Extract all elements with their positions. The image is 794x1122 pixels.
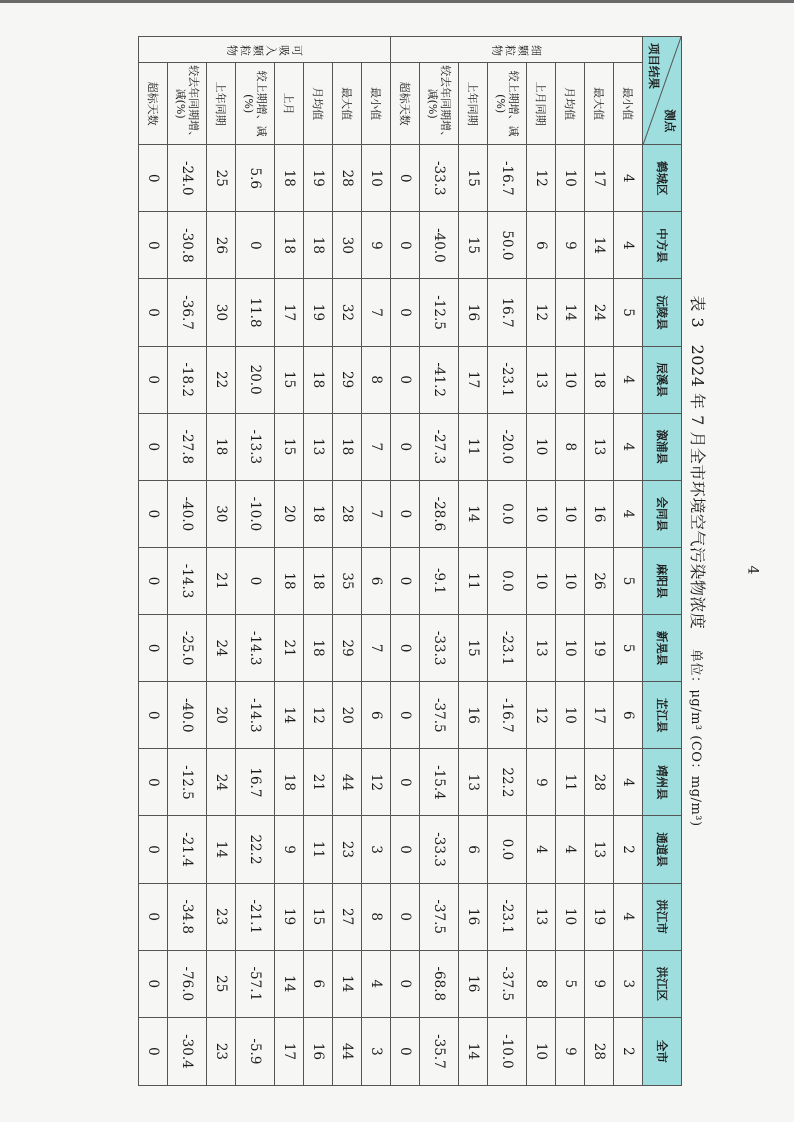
value-cell: 14 bbox=[459, 480, 488, 547]
station-header: 辰溪县 bbox=[643, 346, 682, 413]
value-cell: 8 bbox=[556, 413, 585, 480]
value-cell: 0 bbox=[391, 346, 420, 413]
value-cell: 26 bbox=[585, 547, 614, 614]
value-cell: 20 bbox=[333, 682, 362, 749]
value-cell: 22.2 bbox=[488, 749, 527, 816]
value-cell: 14 bbox=[585, 212, 614, 279]
value-cell: -76.0 bbox=[168, 950, 207, 1017]
station-header: 会同县 bbox=[643, 480, 682, 547]
rotated-table-block bbox=[82, 36, 712, 1086]
value-cell: 14 bbox=[333, 950, 362, 1017]
value-cell: -14.3 bbox=[236, 682, 275, 749]
value-cell: 17 bbox=[275, 1017, 304, 1085]
value-cell: 19 bbox=[585, 883, 614, 950]
value-cell: 44 bbox=[333, 1017, 362, 1085]
value-cell: 21 bbox=[275, 615, 304, 682]
row-item-label: 超标天数 bbox=[391, 63, 420, 145]
table-body bbox=[139, 37, 643, 1086]
value-cell: 10 bbox=[556, 615, 585, 682]
value-cell: 0 bbox=[139, 682, 168, 749]
value-cell: 5 bbox=[556, 950, 585, 1017]
value-cell: 0 bbox=[236, 212, 275, 279]
value-cell: 0 bbox=[391, 615, 420, 682]
value-cell: -14.3 bbox=[236, 615, 275, 682]
value-cell: 0 bbox=[139, 145, 168, 212]
value-cell: 5 bbox=[614, 615, 643, 682]
station-header: 溆浦县 bbox=[643, 413, 682, 480]
value-cell: -37.5 bbox=[420, 883, 459, 950]
value-cell: -12.5 bbox=[420, 279, 459, 346]
value-cell: 23 bbox=[207, 1017, 236, 1085]
header-row bbox=[643, 37, 682, 1086]
value-cell: 8 bbox=[362, 346, 391, 413]
value-cell: 6 bbox=[459, 816, 488, 883]
value-cell: 10 bbox=[527, 1017, 556, 1085]
value-cell: 11.8 bbox=[236, 279, 275, 346]
value-cell: 18 bbox=[207, 413, 236, 480]
corner-cell bbox=[643, 37, 682, 145]
value-cell: 23 bbox=[333, 816, 362, 883]
value-cell: 9 bbox=[556, 1017, 585, 1085]
value-cell: 0 bbox=[391, 145, 420, 212]
table-row bbox=[614, 37, 643, 1086]
value-cell: 15 bbox=[459, 615, 488, 682]
value-cell: 18 bbox=[275, 749, 304, 816]
station-header: 沅陵县 bbox=[643, 279, 682, 346]
pollutant-group-label: 可吸入颗粒物 bbox=[139, 37, 391, 63]
value-cell: 4 bbox=[614, 346, 643, 413]
value-cell: 0 bbox=[139, 547, 168, 614]
value-cell: -14.3 bbox=[168, 547, 207, 614]
table-row bbox=[168, 37, 207, 1086]
value-cell: 29 bbox=[333, 346, 362, 413]
value-cell: 15 bbox=[304, 883, 333, 950]
value-cell: 16 bbox=[304, 1017, 333, 1085]
value-cell: 0 bbox=[391, 950, 420, 1017]
value-cell: 6 bbox=[527, 212, 556, 279]
value-cell: 27 bbox=[333, 883, 362, 950]
value-cell: 25 bbox=[207, 950, 236, 1017]
value-cell: -37.5 bbox=[488, 950, 527, 1017]
value-cell: 10 bbox=[556, 883, 585, 950]
value-cell: -34.8 bbox=[168, 883, 207, 950]
value-cell: 5.6 bbox=[236, 145, 275, 212]
value-cell: 15 bbox=[275, 413, 304, 480]
value-cell: 3 bbox=[362, 816, 391, 883]
page-number: 4 bbox=[744, 565, 761, 575]
value-cell: 0 bbox=[391, 413, 420, 480]
value-cell: -30.4 bbox=[168, 1017, 207, 1085]
value-cell: -27.3 bbox=[420, 413, 459, 480]
value-cell: 19 bbox=[304, 279, 333, 346]
value-cell: 14 bbox=[207, 816, 236, 883]
row-item-label: 上年同期 bbox=[459, 63, 488, 145]
value-cell: 15 bbox=[275, 346, 304, 413]
value-cell: 0.0 bbox=[488, 816, 527, 883]
table-row bbox=[488, 37, 527, 1086]
value-cell: 13 bbox=[304, 413, 333, 480]
row-item-label: 最大值 bbox=[585, 63, 614, 145]
value-cell: 7 bbox=[362, 615, 391, 682]
value-cell: 30 bbox=[207, 480, 236, 547]
caption-unit: 单位：μg/m³ (CO：mg/m³) bbox=[688, 648, 703, 827]
value-cell: 11 bbox=[304, 816, 333, 883]
value-cell: 14 bbox=[275, 682, 304, 749]
value-cell: -33.3 bbox=[420, 816, 459, 883]
value-cell: 0 bbox=[391, 480, 420, 547]
row-item-label: 上年同期 bbox=[207, 63, 236, 145]
row-item-label: 较去年同期增、减(%) bbox=[168, 63, 207, 145]
value-cell: 13 bbox=[459, 749, 488, 816]
value-cell: -9.1 bbox=[420, 547, 459, 614]
station-header: 通道县 bbox=[643, 816, 682, 883]
value-cell: 18 bbox=[585, 346, 614, 413]
table-row bbox=[420, 37, 459, 1086]
pollutant-table bbox=[138, 36, 682, 1086]
value-cell: -30.8 bbox=[168, 212, 207, 279]
value-cell: 11 bbox=[459, 547, 488, 614]
value-cell: 24 bbox=[207, 749, 236, 816]
value-cell: 29 bbox=[333, 615, 362, 682]
pollutant-group-label: 细颗粒物 bbox=[391, 37, 643, 63]
corner-top-label: 测点 bbox=[663, 109, 677, 133]
value-cell: 9 bbox=[585, 950, 614, 1017]
value-cell: -23.1 bbox=[488, 615, 527, 682]
value-cell: 12 bbox=[527, 145, 556, 212]
value-cell: 11 bbox=[459, 413, 488, 480]
row-item-label: 上月同期 bbox=[527, 63, 556, 145]
value-cell: 0 bbox=[139, 615, 168, 682]
value-cell: 4 bbox=[614, 413, 643, 480]
value-cell: 7 bbox=[362, 279, 391, 346]
value-cell: 14 bbox=[556, 279, 585, 346]
value-cell: 21 bbox=[207, 547, 236, 614]
value-cell: 11 bbox=[556, 749, 585, 816]
value-cell: -40.0 bbox=[420, 212, 459, 279]
value-cell: 4 bbox=[614, 480, 643, 547]
value-cell: -28.6 bbox=[420, 480, 459, 547]
value-cell: 35 bbox=[333, 547, 362, 614]
value-cell: 0.0 bbox=[488, 547, 527, 614]
value-cell: -21.1 bbox=[236, 883, 275, 950]
value-cell: -33.3 bbox=[420, 145, 459, 212]
value-cell: 7 bbox=[362, 413, 391, 480]
station-header: 芷江县 bbox=[643, 682, 682, 749]
value-cell: 0 bbox=[236, 547, 275, 614]
value-cell: 10 bbox=[556, 346, 585, 413]
value-cell: 16 bbox=[459, 883, 488, 950]
station-header: 新晃县 bbox=[643, 615, 682, 682]
value-cell: 10 bbox=[556, 682, 585, 749]
value-cell: 18 bbox=[275, 547, 304, 614]
value-cell: 14 bbox=[459, 1017, 488, 1085]
value-cell: 0 bbox=[139, 816, 168, 883]
value-cell: -15.4 bbox=[420, 749, 459, 816]
value-cell: 28 bbox=[585, 1017, 614, 1085]
value-cell: 0 bbox=[391, 547, 420, 614]
table-row bbox=[391, 37, 420, 1086]
value-cell: 6 bbox=[304, 950, 333, 1017]
value-cell: 8 bbox=[527, 950, 556, 1017]
value-cell: 9 bbox=[362, 212, 391, 279]
value-cell: -10.0 bbox=[488, 1017, 527, 1085]
table-row bbox=[207, 37, 236, 1086]
station-header: 全市 bbox=[643, 1017, 682, 1085]
value-cell: 21 bbox=[304, 749, 333, 816]
value-cell: -68.8 bbox=[420, 950, 459, 1017]
value-cell: 17 bbox=[459, 346, 488, 413]
row-item-label: 较上期增、减(%) bbox=[236, 63, 275, 145]
value-cell: 0 bbox=[391, 883, 420, 950]
value-cell: 25 bbox=[207, 145, 236, 212]
value-cell: 28 bbox=[333, 145, 362, 212]
row-item-label: 最小值 bbox=[614, 63, 643, 145]
value-cell: 23 bbox=[207, 883, 236, 950]
value-cell: 0 bbox=[139, 212, 168, 279]
value-cell: 18 bbox=[275, 212, 304, 279]
station-header: 靖州县 bbox=[643, 749, 682, 816]
value-cell: 10 bbox=[527, 547, 556, 614]
value-cell: 10 bbox=[556, 480, 585, 547]
value-cell: 0 bbox=[139, 480, 168, 547]
value-cell: 10 bbox=[556, 547, 585, 614]
value-cell: 20.0 bbox=[236, 346, 275, 413]
table-row bbox=[236, 37, 275, 1086]
value-cell: -41.2 bbox=[420, 346, 459, 413]
row-item-label: 月均值 bbox=[556, 63, 585, 145]
value-cell: 30 bbox=[333, 212, 362, 279]
value-cell: 12 bbox=[527, 682, 556, 749]
value-cell: 16 bbox=[459, 682, 488, 749]
value-cell: -18.2 bbox=[168, 346, 207, 413]
value-cell: -36.7 bbox=[168, 279, 207, 346]
value-cell: 17 bbox=[585, 682, 614, 749]
table-row bbox=[362, 37, 391, 1086]
value-cell: 22.2 bbox=[236, 816, 275, 883]
value-cell: 4 bbox=[614, 212, 643, 279]
value-cell: 2 bbox=[614, 1017, 643, 1085]
value-cell: 6 bbox=[362, 547, 391, 614]
value-cell: 0 bbox=[139, 1017, 168, 1085]
table-row bbox=[275, 37, 304, 1086]
table-row bbox=[333, 37, 362, 1086]
value-cell: 9 bbox=[527, 749, 556, 816]
value-cell: 0 bbox=[391, 212, 420, 279]
value-cell: -24.0 bbox=[168, 145, 207, 212]
value-cell: 22 bbox=[207, 346, 236, 413]
value-cell: 16 bbox=[459, 279, 488, 346]
value-cell: 18 bbox=[304, 615, 333, 682]
value-cell: 0 bbox=[139, 346, 168, 413]
value-cell: 24 bbox=[585, 279, 614, 346]
value-cell: 4 bbox=[362, 950, 391, 1017]
row-item-label: 最大值 bbox=[333, 63, 362, 145]
value-cell: 26 bbox=[207, 212, 236, 279]
value-cell: 4 bbox=[614, 883, 643, 950]
table-row bbox=[139, 37, 168, 1086]
value-cell: 4 bbox=[556, 816, 585, 883]
value-cell: 13 bbox=[527, 346, 556, 413]
value-cell: 14 bbox=[275, 950, 304, 1017]
value-cell: -21.4 bbox=[168, 816, 207, 883]
value-cell: 18 bbox=[333, 413, 362, 480]
value-cell: -16.7 bbox=[488, 682, 527, 749]
station-header: 麻阳县 bbox=[643, 547, 682, 614]
value-cell: 5 bbox=[614, 547, 643, 614]
value-cell: 15 bbox=[459, 145, 488, 212]
value-cell: 15 bbox=[459, 212, 488, 279]
value-cell: -37.5 bbox=[420, 682, 459, 749]
value-cell: 13 bbox=[527, 883, 556, 950]
value-cell: 10 bbox=[556, 145, 585, 212]
value-cell: -16.7 bbox=[488, 145, 527, 212]
value-cell: 0 bbox=[139, 883, 168, 950]
station-header: 洪江市 bbox=[643, 883, 682, 950]
value-cell: 5 bbox=[614, 279, 643, 346]
value-cell: 4 bbox=[527, 816, 556, 883]
value-cell: 10 bbox=[527, 480, 556, 547]
value-cell: 4 bbox=[614, 749, 643, 816]
value-cell: 0 bbox=[391, 682, 420, 749]
row-item-label: 最小值 bbox=[362, 63, 391, 145]
value-cell: -33.3 bbox=[420, 615, 459, 682]
value-cell: 20 bbox=[207, 682, 236, 749]
table-row bbox=[585, 37, 614, 1086]
value-cell: 0 bbox=[391, 816, 420, 883]
value-cell: 16.7 bbox=[236, 749, 275, 816]
value-cell: 10 bbox=[527, 413, 556, 480]
value-cell: 12 bbox=[527, 279, 556, 346]
value-cell: 19 bbox=[304, 145, 333, 212]
value-cell: 16 bbox=[585, 480, 614, 547]
value-cell: 50.0 bbox=[488, 212, 527, 279]
value-cell: 32 bbox=[333, 279, 362, 346]
caption-title: 表 3 2024 年 7 月全市环境空气污染物浓度 bbox=[688, 295, 707, 630]
value-cell: 24 bbox=[207, 615, 236, 682]
value-cell: 17 bbox=[275, 279, 304, 346]
value-cell: -23.1 bbox=[488, 883, 527, 950]
value-cell: 8 bbox=[362, 883, 391, 950]
value-cell: 19 bbox=[275, 883, 304, 950]
value-cell: 17 bbox=[585, 145, 614, 212]
value-cell: 16 bbox=[459, 950, 488, 1017]
value-cell: -20.0 bbox=[488, 413, 527, 480]
value-cell: -23.1 bbox=[488, 346, 527, 413]
table-row bbox=[527, 37, 556, 1086]
value-cell: -13.3 bbox=[236, 413, 275, 480]
value-cell: 44 bbox=[333, 749, 362, 816]
table-row bbox=[459, 37, 488, 1086]
value-cell: 0 bbox=[139, 950, 168, 1017]
value-cell: 12 bbox=[304, 682, 333, 749]
value-cell: 9 bbox=[556, 212, 585, 279]
value-cell: 18 bbox=[304, 212, 333, 279]
value-cell: 0 bbox=[139, 413, 168, 480]
value-cell: 3 bbox=[614, 950, 643, 1017]
value-cell: 6 bbox=[614, 682, 643, 749]
table-caption bbox=[682, 36, 712, 1086]
value-cell: 28 bbox=[585, 749, 614, 816]
value-cell: 2 bbox=[614, 816, 643, 883]
top-border bbox=[0, 0, 794, 3]
value-cell: 0 bbox=[391, 279, 420, 346]
value-cell: -10.0 bbox=[236, 480, 275, 547]
value-cell: -57.1 bbox=[236, 950, 275, 1017]
value-cell: 6 bbox=[362, 682, 391, 749]
value-cell: 16.7 bbox=[488, 279, 527, 346]
value-cell: 30 bbox=[207, 279, 236, 346]
station-header: 中方县 bbox=[643, 212, 682, 279]
table-row bbox=[304, 37, 333, 1086]
value-cell: 13 bbox=[527, 615, 556, 682]
value-cell: 20 bbox=[275, 480, 304, 547]
value-cell: 12 bbox=[362, 749, 391, 816]
row-item-label: 上月 bbox=[275, 63, 304, 145]
value-cell: 18 bbox=[304, 547, 333, 614]
value-cell: -40.0 bbox=[168, 480, 207, 547]
corner-bottom-label: 项目结果 bbox=[647, 43, 661, 89]
station-header: 鹤城区 bbox=[643, 145, 682, 212]
value-cell: -27.8 bbox=[168, 413, 207, 480]
value-cell: 4 bbox=[614, 145, 643, 212]
value-cell: 9 bbox=[275, 816, 304, 883]
value-cell: 13 bbox=[585, 816, 614, 883]
value-cell: 18 bbox=[304, 480, 333, 547]
value-cell: -35.7 bbox=[420, 1017, 459, 1085]
value-cell: -25.0 bbox=[168, 615, 207, 682]
value-cell: 0.0 bbox=[488, 480, 527, 547]
station-header: 洪江区 bbox=[643, 950, 682, 1017]
value-cell: -12.5 bbox=[168, 749, 207, 816]
value-cell: 0 bbox=[139, 279, 168, 346]
table-row bbox=[556, 37, 585, 1086]
value-cell: 19 bbox=[585, 615, 614, 682]
value-cell: -5.9 bbox=[236, 1017, 275, 1085]
row-item-label: 较去年同期增、减(%) bbox=[420, 63, 459, 145]
value-cell: 0 bbox=[139, 749, 168, 816]
row-item-label: 月均值 bbox=[304, 63, 333, 145]
value-cell: 7 bbox=[362, 480, 391, 547]
value-cell: 3 bbox=[362, 1017, 391, 1085]
row-item-label: 超标天数 bbox=[139, 63, 168, 145]
value-cell: 13 bbox=[585, 413, 614, 480]
value-cell: 18 bbox=[304, 346, 333, 413]
value-cell: -40.0 bbox=[168, 682, 207, 749]
value-cell: 18 bbox=[275, 145, 304, 212]
value-cell: 0 bbox=[391, 749, 420, 816]
row-item-label: 较上期增、减(%) bbox=[488, 63, 527, 145]
value-cell: 10 bbox=[362, 145, 391, 212]
value-cell: 28 bbox=[333, 480, 362, 547]
value-cell: 0 bbox=[391, 1017, 420, 1085]
